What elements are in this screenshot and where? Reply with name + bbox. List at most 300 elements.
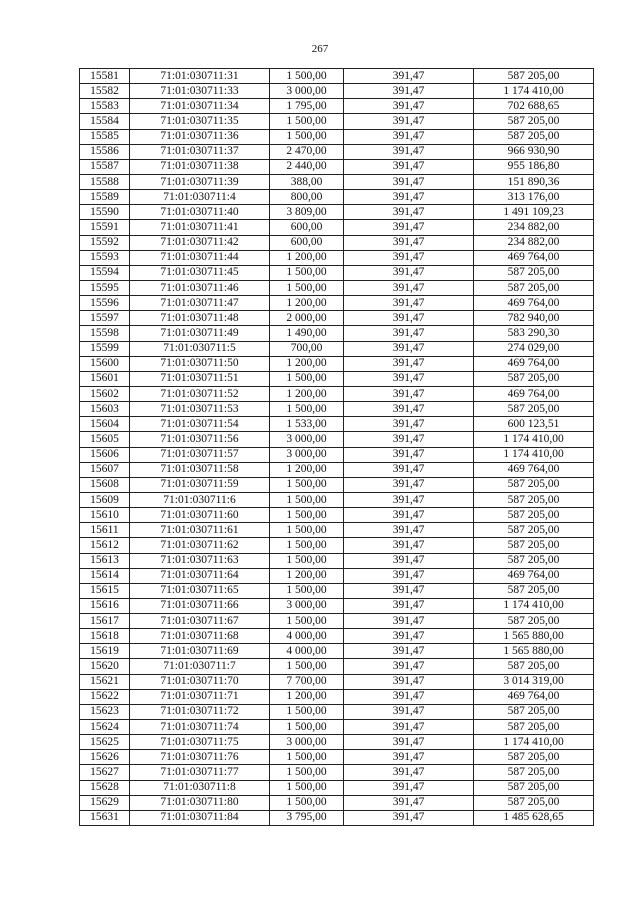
row-number-cell: 15627 (80, 765, 130, 780)
table-row (80, 659, 594, 674)
value-cell: 587 205,00 (474, 402, 594, 417)
value-cell: 1 174 410,00 (474, 735, 594, 750)
table-row (80, 614, 594, 629)
rate-cell: 391,47 (344, 174, 474, 189)
cadastral-number-cell: 71:01:030711:71 (130, 689, 270, 704)
rate-cell: 391,47 (344, 810, 474, 825)
row-number-cell: 15599 (80, 341, 130, 356)
value-cell: 587 205,00 (474, 720, 594, 735)
value-cell: 587 205,00 (474, 538, 594, 553)
table-row (80, 190, 594, 205)
row-number-cell: 15582 (80, 84, 130, 99)
cadastral-number-cell: 71:01:030711:46 (130, 280, 270, 295)
cadastral-number-cell: 71:01:030711:65 (130, 583, 270, 598)
row-number-cell: 15628 (80, 780, 130, 795)
value-cell: 587 205,00 (474, 704, 594, 719)
row-number-cell: 15607 (80, 462, 130, 477)
row-number-cell: 15606 (80, 447, 130, 462)
row-number-cell: 15594 (80, 265, 130, 280)
table-row (80, 689, 594, 704)
value-cell: 702 688,65 (474, 99, 594, 114)
table-row (80, 795, 594, 810)
row-number-cell: 15620 (80, 659, 130, 674)
rate-cell: 391,47 (344, 190, 474, 205)
cadastral-number-cell: 71:01:030711:77 (130, 765, 270, 780)
area-cell: 1 500,00 (270, 538, 344, 553)
value-cell: 587 205,00 (474, 765, 594, 780)
cadastral-number-cell: 71:01:030711:53 (130, 402, 270, 417)
area-cell: 700,00 (270, 341, 344, 356)
value-cell: 587 205,00 (474, 129, 594, 144)
table-row (80, 674, 594, 689)
table-row (80, 704, 594, 719)
table-row (80, 735, 594, 750)
row-number-cell: 15616 (80, 598, 130, 613)
area-cell: 4 000,00 (270, 629, 344, 644)
table-row (80, 371, 594, 386)
rate-cell: 391,47 (344, 417, 474, 432)
rate-cell: 391,47 (344, 795, 474, 810)
row-number-cell: 15604 (80, 417, 130, 432)
value-cell: 274 029,00 (474, 341, 594, 356)
rate-cell: 391,47 (344, 629, 474, 644)
cadastral-number-cell: 71:01:030711:39 (130, 174, 270, 189)
table-row (80, 205, 594, 220)
rate-cell: 391,47 (344, 129, 474, 144)
table-row (80, 220, 594, 235)
rate-cell: 391,47 (344, 492, 474, 507)
cadastral-number-cell: 71:01:030711:44 (130, 250, 270, 265)
rate-cell: 391,47 (344, 644, 474, 659)
area-cell: 7 700,00 (270, 674, 344, 689)
table-row (80, 598, 594, 613)
area-cell: 1 500,00 (270, 750, 344, 765)
cadastral-number-cell: 71:01:030711:33 (130, 84, 270, 99)
cadastral-number-cell: 71:01:030711:41 (130, 220, 270, 235)
area-cell: 1 200,00 (270, 568, 344, 583)
row-number-cell: 15597 (80, 311, 130, 326)
area-cell: 3 000,00 (270, 735, 344, 750)
value-cell: 469 764,00 (474, 386, 594, 401)
table-row (80, 129, 594, 144)
row-number-cell: 15622 (80, 689, 130, 704)
area-cell: 1 500,00 (270, 659, 344, 674)
row-number-cell: 15585 (80, 129, 130, 144)
area-cell: 1 500,00 (270, 780, 344, 795)
table-row (80, 84, 594, 99)
table-row (80, 159, 594, 174)
rate-cell: 391,47 (344, 69, 474, 84)
row-number-cell: 15603 (80, 402, 130, 417)
table-row (80, 99, 594, 114)
table-row (80, 629, 594, 644)
row-number-cell: 15581 (80, 69, 130, 84)
value-cell: 469 764,00 (474, 356, 594, 371)
cadastral-number-cell: 71:01:030711:52 (130, 386, 270, 401)
table-row (80, 568, 594, 583)
cadastral-number-cell: 71:01:030711:35 (130, 114, 270, 129)
area-cell: 3 000,00 (270, 447, 344, 462)
value-cell: 587 205,00 (474, 280, 594, 295)
cadastral-number-cell: 71:01:030711:58 (130, 462, 270, 477)
rate-cell: 391,47 (344, 311, 474, 326)
rate-cell: 391,47 (344, 704, 474, 719)
rate-cell: 391,47 (344, 84, 474, 99)
value-cell: 1 565 880,00 (474, 644, 594, 659)
area-cell: 1 200,00 (270, 296, 344, 311)
area-cell: 1 500,00 (270, 129, 344, 144)
row-number-cell: 15629 (80, 795, 130, 810)
area-cell: 1 500,00 (270, 765, 344, 780)
area-cell: 1 200,00 (270, 386, 344, 401)
table-row (80, 462, 594, 477)
row-number-cell: 15596 (80, 296, 130, 311)
rate-cell: 391,47 (344, 402, 474, 417)
value-cell: 1 174 410,00 (474, 84, 594, 99)
value-cell: 469 764,00 (474, 250, 594, 265)
table-row (80, 144, 594, 159)
area-cell: 1 490,00 (270, 326, 344, 341)
area-cell: 1 500,00 (270, 523, 344, 538)
area-cell: 1 500,00 (270, 69, 344, 84)
table-row (80, 750, 594, 765)
row-number-cell: 15593 (80, 250, 130, 265)
cadastral-value-table (79, 68, 594, 826)
table-row (80, 720, 594, 735)
row-number-cell: 15595 (80, 280, 130, 295)
table-row (80, 553, 594, 568)
rate-cell: 391,47 (344, 538, 474, 553)
cadastral-number-cell: 71:01:030711:36 (130, 129, 270, 144)
cadastral-number-cell: 71:01:030711:66 (130, 598, 270, 613)
value-cell: 587 205,00 (474, 553, 594, 568)
table-row (80, 477, 594, 492)
table-row (80, 250, 594, 265)
area-cell: 3 000,00 (270, 432, 344, 447)
row-number-cell: 15611 (80, 523, 130, 538)
table-row (80, 523, 594, 538)
value-cell: 469 764,00 (474, 296, 594, 311)
value-cell: 1 174 410,00 (474, 598, 594, 613)
value-cell: 234 882,00 (474, 235, 594, 250)
cadastral-number-cell: 71:01:030711:67 (130, 614, 270, 629)
rate-cell: 391,47 (344, 659, 474, 674)
table-row (80, 235, 594, 250)
area-cell: 4 000,00 (270, 644, 344, 659)
cadastral-number-cell: 71:01:030711:62 (130, 538, 270, 553)
value-cell: 3 014 319,00 (474, 674, 594, 689)
cadastral-number-cell: 71:01:030711:7 (130, 659, 270, 674)
area-cell: 3 809,00 (270, 205, 344, 220)
cadastral-number-cell: 71:01:030711:34 (130, 99, 270, 114)
row-number-cell: 15586 (80, 144, 130, 159)
value-cell: 587 205,00 (474, 492, 594, 507)
area-cell: 1 533,00 (270, 417, 344, 432)
cadastral-number-cell: 71:01:030711:61 (130, 523, 270, 538)
cadastral-number-cell: 71:01:030711:76 (130, 750, 270, 765)
rate-cell: 391,47 (344, 780, 474, 795)
row-number-cell: 15608 (80, 477, 130, 492)
cadastral-number-cell: 71:01:030711:68 (130, 629, 270, 644)
table-row (80, 326, 594, 341)
table-row (80, 402, 594, 417)
value-cell: 1 174 410,00 (474, 432, 594, 447)
table-row (80, 296, 594, 311)
table-row (80, 386, 594, 401)
table-row (80, 356, 594, 371)
row-number-cell: 15605 (80, 432, 130, 447)
value-cell: 587 205,00 (474, 659, 594, 674)
rate-cell: 391,47 (344, 250, 474, 265)
page-number: 267 (311, 43, 329, 55)
rate-cell: 391,47 (344, 386, 474, 401)
rate-cell: 391,47 (344, 477, 474, 492)
rate-cell: 391,47 (344, 598, 474, 613)
row-number-cell: 15600 (80, 356, 130, 371)
rate-cell: 391,47 (344, 356, 474, 371)
table-row (80, 538, 594, 553)
area-cell: 1 500,00 (270, 371, 344, 386)
area-cell: 1 500,00 (270, 280, 344, 295)
rate-cell: 391,47 (344, 144, 474, 159)
rate-cell: 391,47 (344, 371, 474, 386)
area-cell: 1 500,00 (270, 492, 344, 507)
table-row (80, 765, 594, 780)
area-cell: 1 500,00 (270, 265, 344, 280)
rate-cell: 391,47 (344, 689, 474, 704)
table-row (80, 265, 594, 280)
table-row (80, 644, 594, 659)
table-row (80, 69, 594, 84)
rate-cell: 391,47 (344, 674, 474, 689)
value-cell: 587 205,00 (474, 795, 594, 810)
cadastral-number-cell: 71:01:030711:72 (130, 704, 270, 719)
value-cell: 587 205,00 (474, 614, 594, 629)
value-cell: 587 205,00 (474, 780, 594, 795)
cadastral-number-cell: 71:01:030711:51 (130, 371, 270, 386)
table-row (80, 447, 594, 462)
area-cell: 388,00 (270, 174, 344, 189)
row-number-cell: 15618 (80, 629, 130, 644)
rate-cell: 391,47 (344, 508, 474, 523)
rate-cell: 391,47 (344, 614, 474, 629)
area-cell: 1 200,00 (270, 250, 344, 265)
cadastral-number-cell: 71:01:030711:5 (130, 341, 270, 356)
cadastral-number-cell: 71:01:030711:4 (130, 190, 270, 205)
rate-cell: 391,47 (344, 205, 474, 220)
area-cell: 800,00 (270, 190, 344, 205)
value-cell: 313 176,00 (474, 190, 594, 205)
area-cell: 1 500,00 (270, 477, 344, 492)
cadastral-number-cell: 71:01:030711:45 (130, 265, 270, 280)
area-cell: 1 500,00 (270, 704, 344, 719)
row-number-cell: 15610 (80, 508, 130, 523)
table-row (80, 114, 594, 129)
value-cell: 600 123,51 (474, 417, 594, 432)
row-number-cell: 15631 (80, 810, 130, 825)
row-number-cell: 15590 (80, 205, 130, 220)
cadastral-number-cell: 71:01:030711:47 (130, 296, 270, 311)
value-cell: 583 290,30 (474, 326, 594, 341)
row-number-cell: 15621 (80, 674, 130, 689)
area-cell: 2 440,00 (270, 159, 344, 174)
cadastral-number-cell: 71:01:030711:60 (130, 508, 270, 523)
row-number-cell: 15587 (80, 159, 130, 174)
row-number-cell: 15619 (80, 644, 130, 659)
rate-cell: 391,47 (344, 220, 474, 235)
row-number-cell: 15588 (80, 174, 130, 189)
value-cell: 1 491 109,23 (474, 205, 594, 220)
table-row (80, 280, 594, 295)
rate-cell: 391,47 (344, 553, 474, 568)
cadastral-number-cell: 71:01:030711:69 (130, 644, 270, 659)
area-cell: 1 500,00 (270, 553, 344, 568)
rate-cell: 391,47 (344, 280, 474, 295)
rate-cell: 391,47 (344, 720, 474, 735)
cadastral-number-cell: 71:01:030711:49 (130, 326, 270, 341)
row-number-cell: 15584 (80, 114, 130, 129)
value-cell: 587 205,00 (474, 477, 594, 492)
value-cell: 587 205,00 (474, 371, 594, 386)
rate-cell: 391,47 (344, 583, 474, 598)
value-cell: 151 890,36 (474, 174, 594, 189)
area-cell: 1 500,00 (270, 614, 344, 629)
row-number-cell: 15589 (80, 190, 130, 205)
row-number-cell: 15615 (80, 583, 130, 598)
value-cell: 587 205,00 (474, 750, 594, 765)
row-number-cell: 15592 (80, 235, 130, 250)
table-row (80, 508, 594, 523)
table-row (80, 311, 594, 326)
row-number-cell: 15613 (80, 553, 130, 568)
area-cell: 1 200,00 (270, 689, 344, 704)
rate-cell: 391,47 (344, 235, 474, 250)
area-cell: 1 500,00 (270, 508, 344, 523)
table-row (80, 341, 594, 356)
cadastral-number-cell: 71:01:030711:48 (130, 311, 270, 326)
area-cell: 2 470,00 (270, 144, 344, 159)
area-cell: 1 500,00 (270, 583, 344, 598)
row-number-cell: 15601 (80, 371, 130, 386)
value-cell: 955 186,80 (474, 159, 594, 174)
value-cell: 587 205,00 (474, 265, 594, 280)
rate-cell: 391,47 (344, 159, 474, 174)
cadastral-number-cell: 71:01:030711:37 (130, 144, 270, 159)
row-number-cell: 15591 (80, 220, 130, 235)
table-row (80, 174, 594, 189)
cadastral-number-cell: 71:01:030711:56 (130, 432, 270, 447)
area-cell: 1 500,00 (270, 114, 344, 129)
rate-cell: 391,47 (344, 523, 474, 538)
area-cell: 1 795,00 (270, 99, 344, 114)
row-number-cell: 15617 (80, 614, 130, 629)
cadastral-number-cell: 71:01:030711:63 (130, 553, 270, 568)
cadastral-number-cell: 71:01:030711:31 (130, 69, 270, 84)
value-cell: 587 205,00 (474, 583, 594, 598)
table-row (80, 432, 594, 447)
area-cell: 1 500,00 (270, 720, 344, 735)
rate-cell: 391,47 (344, 114, 474, 129)
rate-cell: 391,47 (344, 265, 474, 280)
rate-cell: 391,47 (344, 341, 474, 356)
area-cell: 1 200,00 (270, 356, 344, 371)
cadastral-number-cell: 71:01:030711:40 (130, 205, 270, 220)
row-number-cell: 15624 (80, 720, 130, 735)
rate-cell: 391,47 (344, 568, 474, 583)
row-number-cell: 15598 (80, 326, 130, 341)
rate-cell: 391,47 (344, 447, 474, 462)
rate-cell: 391,47 (344, 99, 474, 114)
row-number-cell: 15614 (80, 568, 130, 583)
table-row (80, 417, 594, 432)
cadastral-number-cell: 71:01:030711:8 (130, 780, 270, 795)
row-number-cell: 15625 (80, 735, 130, 750)
cadastral-number-cell: 71:01:030711:84 (130, 810, 270, 825)
value-cell: 587 205,00 (474, 69, 594, 84)
value-cell: 782 940,00 (474, 311, 594, 326)
value-cell: 587 205,00 (474, 523, 594, 538)
rate-cell: 391,47 (344, 735, 474, 750)
rate-cell: 391,47 (344, 296, 474, 311)
value-cell: 1 485 628,65 (474, 810, 594, 825)
area-cell: 1 500,00 (270, 795, 344, 810)
value-cell: 966 930,90 (474, 144, 594, 159)
area-cell: 2 000,00 (270, 311, 344, 326)
cadastral-number-cell: 71:01:030711:75 (130, 735, 270, 750)
table-row (80, 492, 594, 507)
row-number-cell: 15602 (80, 386, 130, 401)
cadastral-number-cell: 71:01:030711:50 (130, 356, 270, 371)
area-cell: 3 795,00 (270, 810, 344, 825)
cadastral-number-cell: 71:01:030711:57 (130, 447, 270, 462)
area-cell: 1 500,00 (270, 402, 344, 417)
value-cell: 234 882,00 (474, 220, 594, 235)
value-cell: 469 764,00 (474, 568, 594, 583)
row-number-cell: 15612 (80, 538, 130, 553)
rate-cell: 391,47 (344, 432, 474, 447)
cadastral-number-cell: 71:01:030711:64 (130, 568, 270, 583)
rate-cell: 391,47 (344, 750, 474, 765)
rate-cell: 391,47 (344, 462, 474, 477)
area-cell: 3 000,00 (270, 598, 344, 613)
value-cell: 469 764,00 (474, 689, 594, 704)
value-cell: 1 565 880,00 (474, 629, 594, 644)
cadastral-number-cell: 71:01:030711:74 (130, 720, 270, 735)
row-number-cell: 15609 (80, 492, 130, 507)
area-cell: 1 200,00 (270, 462, 344, 477)
cadastral-number-cell: 71:01:030711:80 (130, 795, 270, 810)
cadastral-number-cell: 71:01:030711:38 (130, 159, 270, 174)
rate-cell: 391,47 (344, 765, 474, 780)
cadastral-number-cell: 71:01:030711:54 (130, 417, 270, 432)
value-cell: 1 174 410,00 (474, 447, 594, 462)
cadastral-number-cell: 71:01:030711:42 (130, 235, 270, 250)
row-number-cell: 15623 (80, 704, 130, 719)
value-cell: 587 205,00 (474, 508, 594, 523)
cadastral-number-cell: 71:01:030711:70 (130, 674, 270, 689)
table-row (80, 583, 594, 598)
row-number-cell: 15626 (80, 750, 130, 765)
cadastral-number-cell: 71:01:030711:59 (130, 477, 270, 492)
area-cell: 600,00 (270, 220, 344, 235)
area-cell: 600,00 (270, 235, 344, 250)
value-cell: 587 205,00 (474, 114, 594, 129)
row-number-cell: 15583 (80, 99, 130, 114)
rate-cell: 391,47 (344, 326, 474, 341)
cadastral-number-cell: 71:01:030711:6 (130, 492, 270, 507)
value-cell: 469 764,00 (474, 462, 594, 477)
table-row (80, 780, 594, 795)
